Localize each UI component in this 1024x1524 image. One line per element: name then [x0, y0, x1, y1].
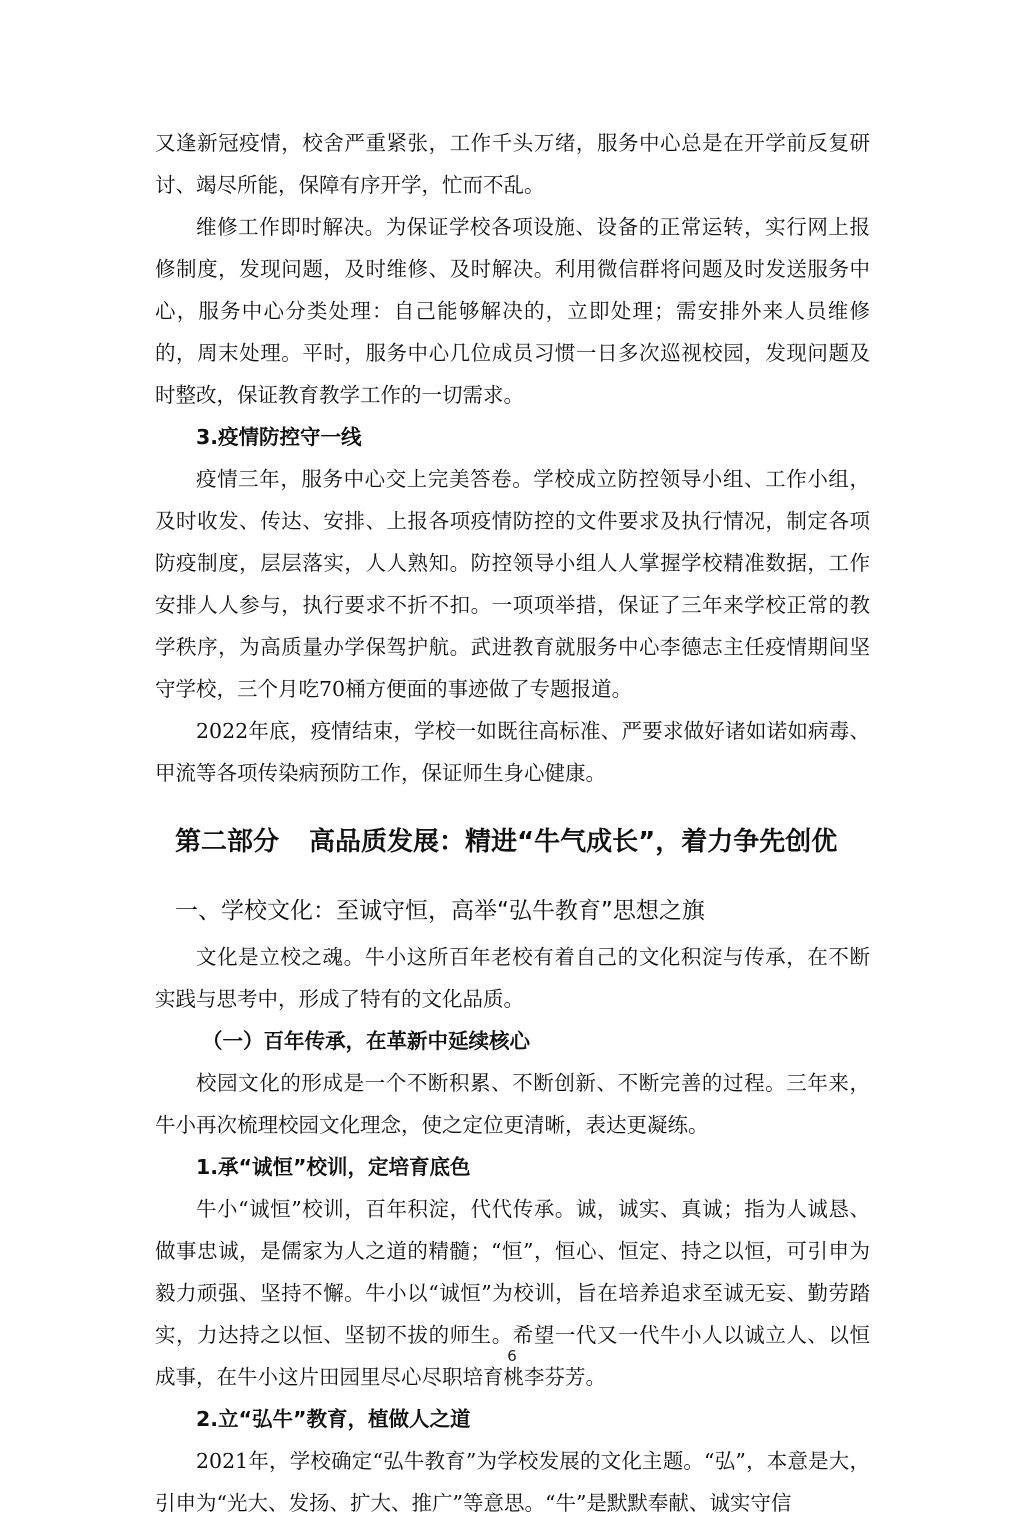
heading-hongniu: 2.立“弘牛”教育，植做人之道	[196, 1407, 471, 1431]
paragraph-century: 校园文化的形成是一个不断积累、不断创新、不断完善的过程。三年来，牛小再次梳理校园文化理念，使之定位更清晰，表达更凝练。	[155, 1071, 870, 1137]
paragraph-epidemic: 疫情三年，服务中心交上完美答卷。学校成立防控领导小组、工作小组，及时收发、传达、安排、上报各项疫情防控的文件要求及执行情况，制定各项防疫制度，层层落实，人人熟知。防控领导小组人人掌握学校精准数据，工作安排人人参与，执行要求不折不扣。一项项举措，保证了三年来学校正常的教学秩序，为高质量办学保驾护航。武进教育就服务中心李德志主任疫情期间坚守学校，三个月吃70桶方便面的事迹做了专题报道。	[155, 467, 870, 701]
part-title	[155, 812, 870, 872]
paragraph-2022: 2022年底，疫情结束，学校一如既往高标准、严要求做好诸如诺如病毒、甲流等各项传染病预防工作，保证师生身心健康。	[155, 719, 870, 785]
page-number: 6	[507, 1347, 517, 1365]
paragraph-motto: 牛小“诚恒”校训，百年积淀，代代传承。诚，诚实、真诚；指为人诚恳、做事忠诚，是儒家为人之道的精髓；“恒”，恒心、恒定、持之以恒，可引申为毅力顽强、坚持不懈。牛小以“诚恒”为校训，旨在培养追求至诚无妄、勤劳踏实，力达持之以恒、坚韧不拔的师生。希望一代又一代牛小人以诚立人、以恒成事，在牛小这片田园里尽心尽职培育桃李芬芳。	[155, 1197, 870, 1389]
document-body	[155, 122, 870, 1524]
paragraph-continuation: 又逢新冠疫情，校舍严重紧张，工作千头万绪，服务中心总是在开学前反复研讨、竭尽所能，保障有序开学，忙而不乱。	[155, 131, 870, 197]
heading-century: （一）百年传承，在革新中延续核心	[202, 1029, 530, 1053]
part-title-text: 高品质发展：精进“牛气成长”，着力争先创优	[309, 827, 838, 857]
heading-motto: 1.承“诚恒”校训，定培育底色	[196, 1155, 471, 1179]
heading-epidemic: 3.疫情防控守一线	[196, 425, 362, 449]
paragraph-hongniu: 2021年，学校确定“弘牛教育”为学校发展的文化主题。“弘”，本意是大，引申为“光大、发扬、扩大、推广”等意思。“牛”是默默奉献、诚实守信	[155, 1449, 870, 1515]
paragraph-culture: 文化是立校之魂。牛小这所百年老校有着自己的文化积淀与传承，在不断实践与思考中，形成了特有的文化品质。	[155, 945, 870, 1011]
paragraph-repair: 维修工作即时解决。为保证学校各项设施、设备的正常运转，实行网上报修制度，发现问题，及时维修、及时解决。利用微信群将问题及时发送服务中心，服务中心分类处理：自己能够解决的，立即处理；需安排外来人员维修的，周末处理。平时，服务中心几位成员习惯一日多次巡视校园，发现问题及时整改，保证教育教学工作的一切需求。	[155, 215, 870, 407]
part-title-label: 第二部分	[175, 827, 280, 857]
section-title: 一、学校文化：至诚守恒，高举“弘牛教育”思想之旗	[175, 898, 705, 924]
